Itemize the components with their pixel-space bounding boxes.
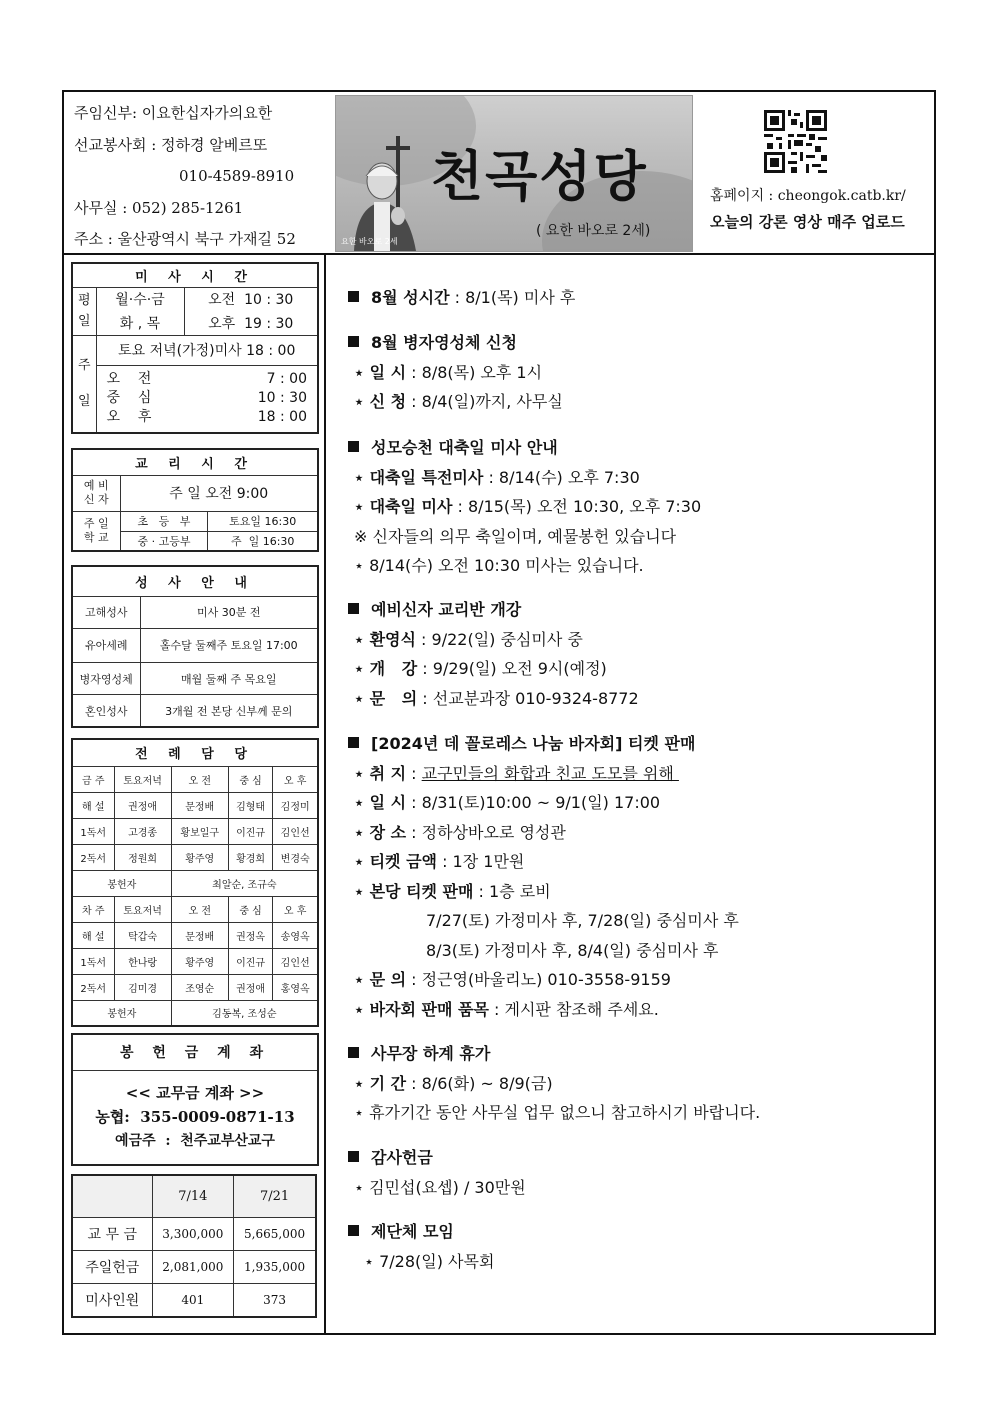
notice-key: ⋆ 문 의	[354, 970, 407, 989]
week2-r0-c1: 탁갑숙	[114, 922, 171, 948]
notice-line: ⋆ 7/28(일) 사목회	[364, 1251, 495, 1271]
sunday-school-label: 주 일 학 교	[72, 511, 120, 551]
sunday-mass-1-name: 오 전	[106, 371, 152, 388]
offering-account-title: 봉 헌 금 계 좌	[73, 1035, 317, 1071]
secondary-group: 중 · 고등부	[120, 531, 208, 551]
mass-times-title: 미 사 시 간	[72, 263, 318, 287]
sunday-mass-1-time: 7 : 00	[266, 371, 307, 388]
square-bullet-icon	[348, 1047, 359, 1058]
notice-value: 교구민들의 화합과 친교 도모를 위해	[421, 763, 679, 783]
finance-r2-label: 미사인원	[72, 1284, 152, 1317]
notice-meetings	[348, 1217, 494, 1276]
week1-r0-c1: 권정애	[114, 792, 171, 818]
notice-key: ⋆ 대축일 미사	[354, 497, 453, 516]
weekday-time-2: 오후 19 : 30	[184, 311, 318, 335]
liturgy-table	[71, 738, 319, 1027]
notice-value: : 8/14(수) 오후 7:30	[483, 467, 640, 487]
weekday-days-2: 화 , 목	[96, 311, 184, 335]
week2-r1-c0: 1독서	[72, 948, 114, 974]
notice-title: 8월 병자영성체 신청	[371, 333, 517, 352]
notice-holy-hour	[348, 283, 575, 313]
notice-title: 성모승천 대축일 미사 안내	[371, 438, 558, 457]
square-bullet-icon	[348, 1225, 359, 1236]
square-bullet-icon	[348, 441, 359, 452]
week1-r2-c0: 2독서	[72, 844, 114, 870]
week1-r2-c3: 황경희	[228, 844, 273, 870]
notice-vacation	[348, 1039, 760, 1128]
notice-thanksgiving	[348, 1143, 526, 1202]
week1-h1: 토요저녁	[114, 766, 171, 792]
sacrament-value-3: 매월 둘째 주 목요일	[140, 663, 318, 695]
lecture-notice: 오늘의 강론 영상 매주 업로드	[710, 213, 905, 231]
square-bullet-icon	[348, 1151, 359, 1162]
notice-value: : 9/29(일) 오전 9시(예정)	[417, 659, 607, 678]
catechism-title: 교 리 시 간	[72, 449, 318, 475]
week1-h0: 금 주	[72, 766, 114, 792]
notice-title: 제단체 모임	[371, 1222, 454, 1241]
sacraments-title: 성 사 안 내	[72, 566, 318, 596]
notice-value: : 9/22(일) 중심미사 중	[415, 629, 583, 649]
notice-key: ⋆ 신 청	[354, 392, 407, 411]
council-president: 선교봉사회 : 정하경 알베르또	[74, 135, 268, 154]
notice-value: : 정하상바오로 영성관	[406, 822, 566, 842]
notice-line: ⋆ 김민섭(요셉) / 30만원	[354, 1177, 526, 1197]
week1-r0-c0: 해 설	[72, 792, 114, 818]
week2-r1-c3: 이진규	[228, 948, 273, 974]
notice-bazaar	[348, 729, 739, 1024]
sunday-mass-3-time: 18 : 00	[257, 409, 307, 426]
finance-r0-v2: 5,665,000	[234, 1217, 316, 1250]
saturday-mass: 토요 저녁(가정)미사 18 : 00	[96, 335, 318, 365]
homepage-info	[710, 185, 932, 232]
finance-col-1: 7/14	[152, 1175, 234, 1217]
finance-r0-label: 교 무 금	[72, 1217, 152, 1250]
account-number: 농협: 355-0009-0871-13	[95, 1108, 295, 1126]
address: 주소 : 울산광역시 북구 가재길 52	[74, 230, 296, 248]
notice-value: : 1층 로비	[473, 881, 551, 901]
week2-r0-c0: 해 설	[72, 922, 114, 948]
weekday-days-1: 월·수·금	[96, 287, 184, 311]
week1-r2-c2: 황주영	[171, 844, 228, 870]
week1-r1-c4: 김인선	[273, 818, 318, 844]
weekday-time-1: 오전 10 : 30	[184, 287, 318, 311]
week1-r0-c3: 김형태	[228, 792, 273, 818]
week1-h4: 오 후	[273, 766, 318, 792]
notice-title: 사무장 하계 휴가	[371, 1044, 491, 1063]
week2-r2-c2: 조영순	[171, 974, 228, 1000]
notice-key: ⋆ 바자회 판매 품목	[354, 999, 489, 1019]
week2-h0: 차 주	[72, 896, 114, 922]
finance-r0-v1: 3,300,000	[152, 1217, 234, 1250]
sacraments-table	[71, 565, 319, 728]
notice-value: : 1장 1만원	[436, 852, 525, 871]
notice-key: ⋆ 장 소	[354, 822, 407, 842]
week1-r2-c1: 정원희	[114, 844, 171, 870]
mass-times-table	[71, 262, 319, 434]
banner-caption: 요한 바오로 2세	[341, 237, 398, 246]
notice-key: ⋆ 취 지	[354, 763, 407, 783]
notice-key: ⋆ 본당 티켓 판매	[354, 881, 474, 901]
notice-line: 8/3(토) 가정미사 후, 8/4(일) 중심미사 후	[426, 940, 719, 960]
notices	[326, 255, 934, 1335]
week2-r1-c4: 김인선	[273, 948, 318, 974]
finance-r1-v1: 2,081,000	[152, 1251, 234, 1284]
council-phone: 010-4589-8910	[179, 167, 295, 185]
week1-r2-c4: 변경숙	[273, 844, 318, 870]
notice-separator: :	[406, 763, 422, 783]
secondary-time: 주 일 16:30	[208, 531, 318, 551]
header	[64, 92, 934, 255]
finance-r2-v2: 373	[234, 1284, 316, 1317]
sunday-mass-2-time: 10 : 30	[257, 390, 307, 407]
week2-r0-c4: 송영옥	[273, 922, 318, 948]
finance-table	[71, 1174, 317, 1318]
week1-r1-c0: 1독서	[72, 818, 114, 844]
notice-value: : 8/4(일)까지, 사무실	[406, 392, 563, 411]
church-title: 천곡성당	[431, 145, 648, 208]
notice-key: ⋆ 일 시	[354, 793, 407, 812]
church-banner	[335, 95, 693, 252]
notice-value: : 8/8(목) 오후 1시	[406, 362, 543, 382]
patron-saint: ( 요한 바오로 2세)	[536, 223, 651, 239]
notice-title: [2024년 데 꼴로레스 나눔 바자회] 티켓 판매	[371, 734, 696, 753]
week1-h2: 오 전	[171, 766, 228, 792]
sunday-mass-2-name: 중 심	[106, 390, 152, 407]
week2-h2: 오 전	[171, 896, 228, 922]
week1-r1-c2: 황보일구	[171, 818, 228, 844]
elementary-group: 초 등 부	[120, 511, 208, 531]
notice-title: 8월 성시간	[371, 288, 450, 307]
notice-value: : 8/15(목) 오전 10:30, 오후 7:30	[452, 497, 702, 516]
homepage-url[interactable]: 홈페이지 : cheongok.catb.kr/	[710, 188, 906, 204]
finance-r1-label: 주일헌금	[72, 1251, 152, 1284]
week2-r0-c3: 권정옥	[228, 922, 273, 948]
finance-col-0	[72, 1175, 152, 1217]
week2-r2-c1: 김미경	[114, 974, 171, 1000]
qr-code-icon	[764, 110, 827, 173]
notice-key: ⋆ 기 간	[354, 1073, 407, 1093]
notice-line: ※ 신자들의 의무 축일이며, 예물봉헌 있습니다	[354, 526, 677, 546]
week1-r0-c4: 김정미	[273, 792, 318, 818]
week2-offerer: 김동복, 조성순	[171, 1000, 318, 1026]
week2-h1: 토요저녁	[114, 896, 171, 922]
catechism-table	[71, 448, 319, 552]
notice-key: ⋆ 대축일 특전미사	[354, 467, 484, 487]
liturgy-title: 전 례 담 당	[72, 739, 318, 766]
notice-line: 7/27(토) 가정미사 후, 7/28(일) 중심미사 후	[426, 911, 739, 930]
pope-portrait-icon	[344, 136, 434, 251]
finance-r1-v2: 1,935,000	[234, 1251, 316, 1284]
week1-offerer-label: 봉헌자	[72, 870, 171, 896]
week1-r0-c2: 문정배	[171, 792, 228, 818]
week2-h4: 오 후	[273, 896, 318, 922]
notice-line: ⋆ 8/14(수) 오전 10:30 미사는 있습니다.	[354, 556, 644, 575]
square-bullet-icon	[348, 291, 359, 302]
notice-line: ⋆ 휴가기간 동안 사무실 업무 없으니 참고하시기 바랍니다.	[354, 1103, 761, 1122]
notice-assumption	[348, 433, 701, 581]
notice-sick-communion	[348, 328, 563, 417]
notice-value: : 8/31(토)10:00 ~ 9/1(일) 17:00	[406, 793, 661, 812]
square-bullet-icon	[348, 737, 359, 748]
week1-offerer: 최알순, 조규숙	[171, 870, 318, 896]
elementary-time: 토요일 16:30	[208, 511, 318, 531]
notice-value: : 선교분과장 010-9324-8772	[417, 688, 639, 708]
offering-account	[71, 1033, 319, 1166]
notice-value: : 8/6(화) ~ 8/9(금)	[406, 1073, 553, 1093]
finance-r2-v1: 401	[152, 1284, 234, 1317]
weekday-label: 평 일	[72, 287, 96, 335]
notice-key: ⋆ 티켓 금액	[354, 852, 437, 871]
catechumen-time: 주 일 오전 9:00	[120, 475, 318, 511]
week2-r1-c2: 황주영	[171, 948, 228, 974]
contact-info	[74, 98, 336, 256]
notice-catechumen	[348, 595, 639, 713]
catechumen-label: 예 비 신 자	[72, 475, 120, 511]
account-heading: << 교무금 계좌 >>	[125, 1084, 265, 1102]
finance-col-2: 7/21	[234, 1175, 316, 1217]
week2-r2-c0: 2독서	[72, 974, 114, 1000]
bulletin-frame	[62, 90, 936, 1335]
sacrament-name-4: 혼인성사	[72, 695, 140, 727]
notice-title: 감사헌금	[371, 1148, 433, 1167]
sidebar	[64, 255, 326, 1335]
square-bullet-icon	[348, 603, 359, 614]
week1-h3: 중 심	[228, 766, 273, 792]
office-phone: 사무실 : 052) 285-1261	[74, 198, 244, 217]
sunday-label: 주 일	[72, 335, 96, 433]
week2-r1-c1: 한나랑	[114, 948, 171, 974]
week1-r1-c3: 이진규	[228, 818, 273, 844]
account-holder: 예금주 : 천주교부산교구	[115, 1133, 275, 1149]
week2-offerer-label: 봉헌자	[72, 1000, 171, 1026]
sacrament-name-3: 병자영성체	[72, 663, 140, 695]
notice-key: ⋆ 개 강	[354, 659, 418, 678]
sacrament-name-1: 고해성사	[72, 596, 140, 628]
notice-key: ⋆ 환영식	[354, 629, 416, 649]
notice-key: ⋆ 문 의	[354, 688, 418, 708]
sacrament-name-2: 유아세례	[72, 628, 140, 662]
notice-title: 예비신자 교리반 개강	[371, 600, 522, 619]
week2-r2-c4: 홍영옥	[273, 974, 318, 1000]
sunday-masses	[96, 365, 318, 433]
week2-r2-c3: 권정애	[228, 974, 273, 1000]
sacrament-value-4: 3개월 전 본당 신부께 문의	[140, 695, 318, 727]
week2-h3: 중 심	[228, 896, 273, 922]
notice-value: : 게시판 참조해 주세요.	[488, 999, 659, 1019]
sacrament-value-1: 미사 30분 전	[140, 596, 318, 628]
notice-value: : 정근영(바울리노) 010-3558-9159	[406, 970, 671, 989]
week1-r1-c1: 고경종	[114, 818, 171, 844]
notice-key: ⋆ 일 시	[354, 362, 407, 382]
square-bullet-icon	[348, 336, 359, 347]
sunday-mass-3-name: 오 후	[106, 409, 152, 426]
pastor: 주임신부: 이요한십자가의요한	[74, 104, 273, 122]
week2-r0-c2: 문정배	[171, 922, 228, 948]
notice-detail: : 8/1(목) 미사 후	[449, 288, 576, 307]
sacrament-value-2: 홀수달 둘째주 토요일 17:00	[140, 628, 318, 662]
